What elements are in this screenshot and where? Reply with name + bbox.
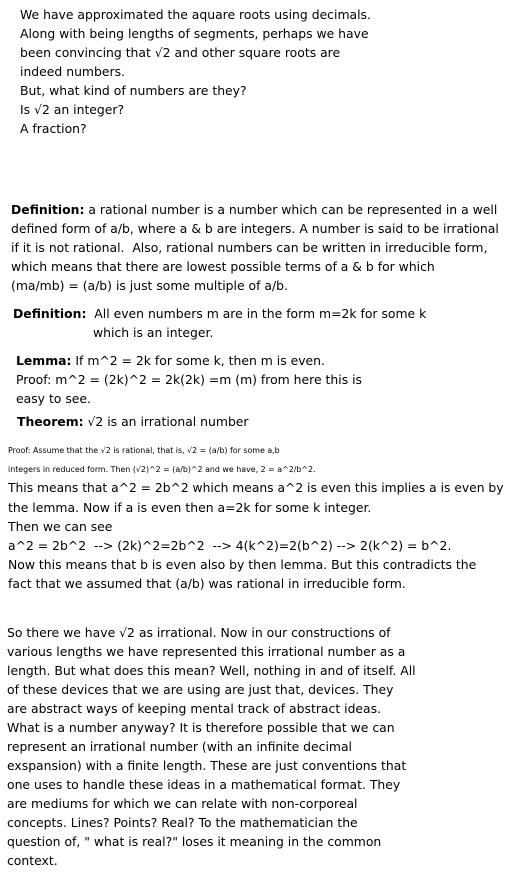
definition-line: which means that there are lowest possible terms of a & b for which	[11, 259, 435, 274]
proof-line: a^2 = 2b^2 --> (2k)^2=2b^2 --> 4(k^2)=2(b^2) --> 2(k^2) = b^2.	[8, 538, 452, 553]
conclusion-line: concepts. Lines? Points? Real? To the mathematician the	[7, 815, 358, 830]
conclusion-line: represent an irrational number (with an infinite decimal	[7, 739, 352, 754]
intro-line: We have approximated the aquare roots using decimals.	[20, 7, 371, 22]
intro-line: Is √2 an integer?	[20, 102, 125, 117]
definition-line: (ma/mb) = (a/b) is just some multiple of a/b.	[11, 278, 288, 293]
definition-even	[13, 304, 426, 342]
lemma-label: Lemma:	[16, 353, 72, 368]
proof-line: integers in reduced form. Then (√2)^2 = (a/b)^2 and we have, 2 = a^2/b^2.	[8, 465, 316, 474]
lemma-text: If m^2 = 2k for some k, then m is even.	[71, 353, 325, 368]
proof-paragraph	[8, 441, 504, 593]
conclusion-line: So there we have √2 as irrational. Now in our constructions of	[7, 625, 391, 640]
conclusion-line: exspansion) with a finite length. These are just conventions that	[7, 758, 407, 773]
definition-line: defined form of a/b, where a & b are integers. A number is said to be irrational	[11, 221, 499, 236]
intro-line: been convincing that √2 and other square roots are	[20, 45, 341, 60]
definition-label: Definition:	[11, 202, 85, 217]
definition-line: if it is not rational. Also, rational numbers can be written in irreducible form,	[11, 240, 488, 255]
theorem-label: Theorem:	[17, 414, 84, 429]
theorem-line	[17, 412, 249, 431]
lemma-line: easy to see.	[16, 391, 91, 406]
definition-text: a rational number is a number which can be represented in a well	[84, 202, 498, 217]
definition-label: Definition:	[13, 306, 87, 321]
proof-line: This means that a^2 = 2b^2 which means a^2 is even this implies a is even by	[8, 481, 504, 495]
conclusion-line: context.	[7, 853, 58, 868]
lemma-line	[16, 351, 362, 370]
intro-line: Along with being lengths of segments, perhaps we have	[20, 26, 369, 41]
proof-line: the lemma. Now if a is even then a=2k for some k integer.	[8, 500, 372, 515]
proof-line: Then we can see	[8, 519, 113, 534]
conclusion-line: one uses to handle these ideas in a mathematical format. They	[7, 777, 401, 792]
theorem	[17, 412, 249, 431]
proof-line: Now this means that b is even also by then lemma. But this contradicts the	[8, 557, 477, 572]
conclusion-line: question of, " what is real?" loses it meaning in the common	[7, 834, 382, 849]
theorem-text: √2 is an irrational number	[83, 414, 249, 429]
conclusion-line: What is a number anyway? It is therefore possible that we can	[7, 720, 395, 735]
intro-line: But, what kind of numbers are they?	[20, 83, 247, 98]
conclusion-paragraph	[7, 623, 416, 870]
lemma	[16, 351, 362, 408]
intro-line: A fraction?	[20, 121, 87, 136]
conclusion-line: are mediums for which we can relate with non-corporeal	[7, 796, 358, 811]
definition-line: which is an integer.	[93, 325, 214, 340]
definition-line	[13, 304, 426, 323]
conclusion-line: various lengths we have represented this irrational number as a	[7, 644, 406, 659]
lemma-line: Proof: m^2 = (2k)^2 = 2k(2k) =m (m) from here this is	[16, 372, 362, 387]
definition-line	[11, 200, 499, 219]
conclusion-line: length. But what does this mean? Well, nothing in and of itself. All	[7, 663, 416, 678]
proof-line: Proof: Assume that the √2 is rational, that is, √2 = (a/b) for some a,b	[8, 446, 280, 455]
proof-line: fact that we assumed that (a/b) was rational in irreducible form.	[8, 576, 406, 591]
intro-paragraph	[20, 5, 371, 138]
intro-line: indeed numbers.	[20, 64, 125, 79]
conclusion-line: are abstract ways of keeping mental track of abstract ideas.	[7, 701, 382, 716]
conclusion-line: of these devices that we are using are just that, devices. They	[7, 682, 394, 697]
definition-rational	[11, 200, 499, 295]
definition-text: All even numbers m are in the form m=2k for some k	[86, 306, 427, 321]
